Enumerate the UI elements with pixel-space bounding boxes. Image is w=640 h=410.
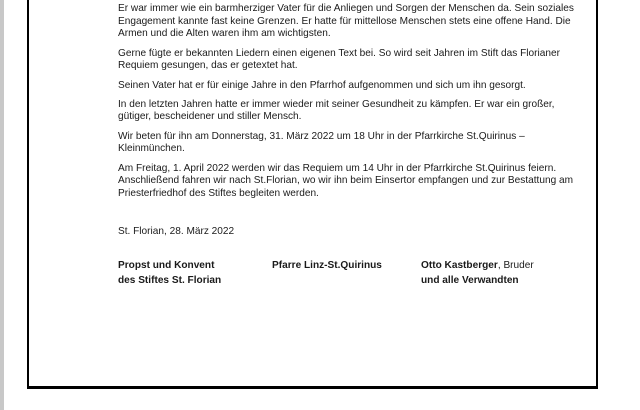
place-date: St. Florian, 28. März 2022 [118, 226, 235, 237]
signature-stift-line1: Propst und Konvent [118, 260, 215, 271]
signature-family [421, 258, 534, 288]
signature-family-suffix: , Bruder [497, 260, 534, 271]
document-page [27, 0, 598, 389]
signature-pfarre [272, 258, 382, 273]
signature-stift [118, 258, 221, 288]
signature-pfarre-line1: Pfarre Linz-St.Quirinus [272, 260, 382, 271]
paragraph-father: Seinen Vater hat er für einige Jahre in den Pfarrhof aufgenommen und sich um ihn gesorgt. [118, 79, 526, 91]
signature-family-line2: und alle Verwandten [421, 275, 519, 286]
signature-family-name: Otto Kastberger [421, 260, 498, 271]
paragraph-character: Er war immer wie ein barmherziger Vater für die Anliegen und Sorgen der Menschen da. Sein soziales Engagement kannte fast keine Grenzen. Er hatte für mittellose Menschen stets eine offene Hand. Die Armen und die Alten waren ihm am wichtigsten. [118, 3, 574, 40]
paragraph-prayer: Wir beten für ihn am Donnerstag, 31. März 2022 um 18 Uhr in der Pfarrkirche St.Quirinus – Kleinmünchen. [118, 130, 525, 155]
signature-stift-line2: des Stiftes St. Florian [118, 275, 222, 286]
scrollbar[interactable] [0, 0, 4, 410]
document-body [118, 3, 588, 207]
paragraph-requiem: Am Freitag, 1. April 2022 werden wir das Requiem um 14 Uhr in der Pfarrkirche St.Quirinus feiern. Anschließend fahren wir nach St.Florian, wo wir ihn beim Einsertor empfangen und zur Bestattung am Priesterfriedhof des Stiftes begleiten werden. [118, 162, 574, 199]
paragraph-lyrics: Gerne fügte er bekannten Liedern einen eigenen Text bei. So wird seit Jahren im Stift das Florianer Requiem gesungen, das er getextet hat. [118, 47, 560, 72]
paragraph-health: In den letzten Jahren hatte er immer wieder mit seiner Gesundheit zu kämpfen. Er war ein großer, gütiger, bescheidener und stiller Mensch. [118, 98, 555, 123]
